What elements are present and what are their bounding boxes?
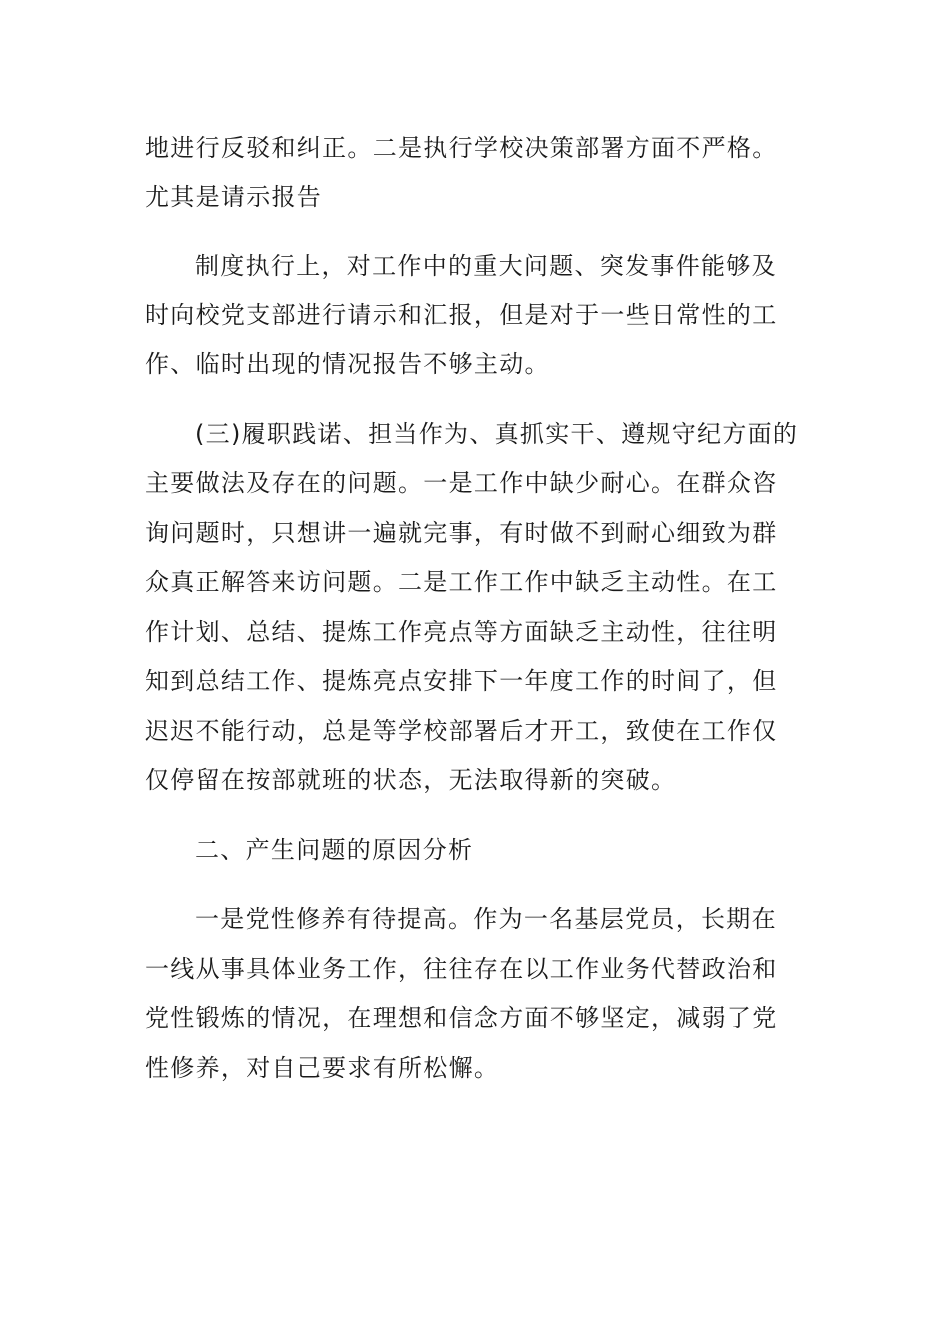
text-line: 时向校党支部进行请示和汇报，但是对于一些日常性的工 [145,301,778,329]
text-line: 地进行反驳和纠正。二是执行学校决策部署方面不严格。 [145,134,778,162]
text-line: 询问题时，只想讲一遍就完事，有时做不到耐心细致为群 [145,519,778,547]
text-line: 党性锻炼的情况，在理想和信念方面不够坚定，减弱了党 [145,1004,778,1032]
text-line: 作、临时出现的情况报告不够主动。 [145,350,550,378]
text-line: 一线从事具体业务工作，往往存在以工作业务代替政治和 [145,955,778,983]
text-line: 性修养，对自己要求有所松懈。 [145,1054,500,1082]
text-line: 迟迟不能行动，总是等学校部署后才开工，致使在工作仅 [145,717,778,745]
text-line: 一是党性修养有待提高。作为一名基层党员，长期在 [195,905,777,933]
text-line: 制度执行上，对工作中的重大问题、突发事件能够及 [195,252,777,280]
text-line: 作计划、总结、提炼工作亮点等方面缺乏主动性，往往明 [145,618,778,646]
text-line: 主要做法及存在的问题。一是工作中缺少耐心。在群众咨 [145,469,778,497]
text-line: 仅停留在按部就班的状态，无法取得新的突破。 [145,766,677,794]
text-line: 知到总结工作、提炼亮点安排下一年度工作的时间了，但 [145,667,778,695]
text-line: (三)履职践诺、担当作为、真抓实干、遵规守纪方面的 [195,420,799,448]
text-line: 尤其是请示报告 [145,183,323,211]
section-heading: 二、产生问题的原因分析 [195,836,474,864]
text-line: 众真正解答来访问题。二是工作工作中缺乏主动性。在工 [145,568,778,596]
